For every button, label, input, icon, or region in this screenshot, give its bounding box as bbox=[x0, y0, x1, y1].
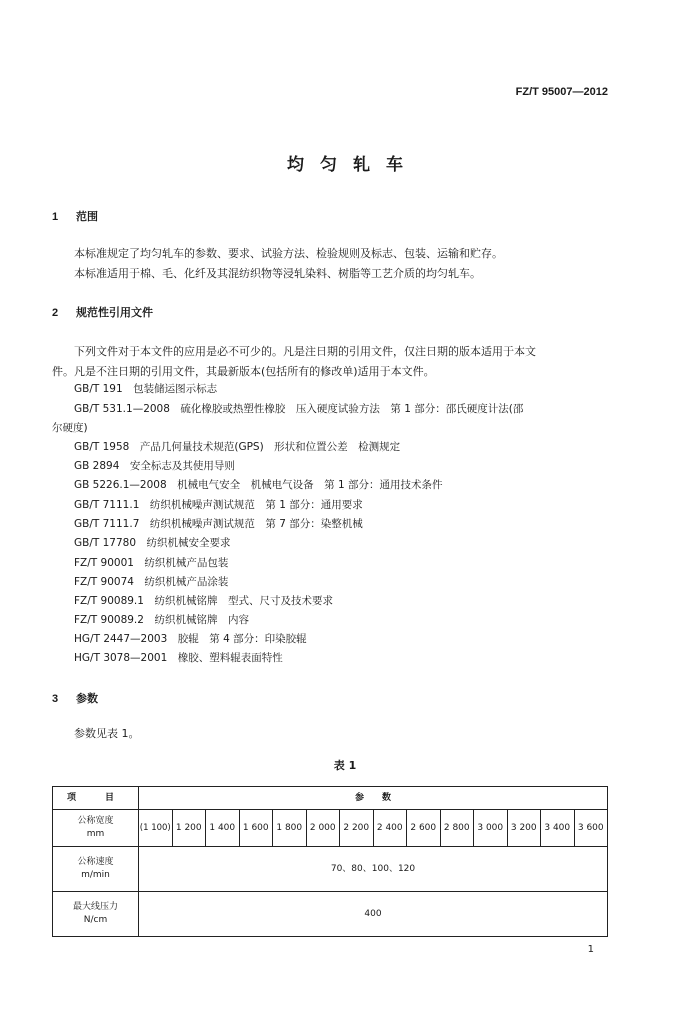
section-3-text: 参数见表 1。 bbox=[74, 727, 140, 740]
standard-code: FZ/T 95007—2012 bbox=[515, 86, 608, 98]
table-header-row bbox=[53, 787, 608, 810]
reference-item: HG/T 2447—2003 胶辊 第 4 部分：印染胶辊 bbox=[74, 633, 307, 645]
width-cell: 2 200 bbox=[340, 810, 374, 847]
header-item: 项 目 bbox=[53, 787, 139, 810]
section-number: 3 bbox=[52, 693, 59, 705]
section-title: 规范性引用文件 bbox=[76, 306, 153, 319]
table-row bbox=[53, 810, 608, 847]
speed-values: 70、80、100、120 bbox=[139, 847, 608, 892]
row-unit: m/min bbox=[81, 870, 110, 880]
reference-item: GB 2894 安全标志及其使用导则 bbox=[74, 460, 235, 472]
width-cell: 3 400 bbox=[541, 810, 575, 847]
section-1-body bbox=[52, 244, 612, 284]
width-cell: 2 000 bbox=[306, 810, 340, 847]
row-label-text: 公称速度 bbox=[77, 857, 114, 867]
reference-item: FZ/T 90089.2 纺织机械铭牌 内容 bbox=[74, 614, 249, 626]
parameters-table bbox=[52, 786, 608, 937]
width-cell: 3 600 bbox=[574, 810, 608, 847]
width-cell: (1 100) bbox=[139, 810, 173, 847]
row-label-text: 公称宽度 bbox=[77, 816, 114, 826]
document-title: 均匀轧车 bbox=[287, 155, 419, 175]
width-cell: 2 400 bbox=[373, 810, 407, 847]
reference-item: GB 5226.1—2008 机械电气安全 机械电气设备 第 1 部分：通用技术条件 bbox=[74, 479, 443, 491]
section-1-heading bbox=[52, 208, 98, 224]
reference-item: GB/T 191 包装储运图示标志 bbox=[74, 383, 218, 395]
section-3-heading bbox=[52, 690, 98, 706]
reference-item: FZ/T 90074 纺织机械产品涂装 bbox=[74, 576, 229, 588]
section-2-intro bbox=[52, 342, 622, 382]
section-title: 参数 bbox=[76, 692, 98, 705]
section-title: 范围 bbox=[76, 210, 98, 223]
width-cell: 2 800 bbox=[440, 810, 474, 847]
table-caption: 表 1 bbox=[333, 759, 357, 772]
row-label bbox=[53, 810, 139, 847]
table-row bbox=[53, 892, 608, 937]
row-label bbox=[53, 847, 139, 892]
paragraph: 本标准适用于棉、毛、化纤及其混纺织物等浸轧染料、树脂等工艺介质的均匀轧车。 bbox=[74, 267, 481, 280]
width-cell: 3 000 bbox=[474, 810, 508, 847]
row-label bbox=[53, 892, 139, 937]
section-2-heading bbox=[52, 304, 153, 320]
reference-item: FZ/T 90089.1 纺织机械铭牌 型式、尺寸及技术要求 bbox=[74, 595, 333, 607]
reference-item: GB/T 531.1—2008 硫化橡胶或热塑性橡胶 压入硬度试验方法 第 1 部分：邵氏硬度计法(邵 bbox=[74, 403, 524, 415]
reference-item: GB/T 1958 产品几何量技术规范(GPS) 形状和位置公差 检测规定 bbox=[74, 441, 401, 453]
intro-line: 下列文件对于本文件的应用是必不可少的。凡是注日期的引用文件，仅注日期的版本适用于本文 bbox=[74, 345, 536, 358]
reference-item: GB/T 7111.1 纺织机械噪声测试规范 第 1 部分：通用要求 bbox=[74, 499, 363, 511]
row-unit: N/cm bbox=[83, 915, 108, 925]
reference-item: GB/T 7111.7 纺织机械噪声测试规范 第 7 部分：染整机械 bbox=[74, 518, 363, 530]
section-number: 2 bbox=[52, 307, 59, 319]
section-number: 1 bbox=[52, 211, 59, 223]
table-row bbox=[53, 847, 608, 892]
width-cell: 1 400 bbox=[206, 810, 240, 847]
reference-item: HG/T 3078—2001 橡胶、塑料辊表面特性 bbox=[74, 652, 283, 664]
width-cell: 1 200 bbox=[172, 810, 206, 847]
row-label-text: 最大线压力 bbox=[72, 902, 118, 912]
intro-line: 件。凡是不注日期的引用文件，其最新版本(包括所有的修改单)适用于本文件。 bbox=[52, 365, 435, 378]
reference-item-continuation: 尔硬度) bbox=[52, 422, 88, 434]
page-number: 1 bbox=[587, 944, 594, 955]
width-cell: 2 600 bbox=[407, 810, 441, 847]
pressure-value: 400 bbox=[139, 892, 608, 937]
row-unit: mm bbox=[86, 829, 105, 839]
reference-item: FZ/T 90001 纺织机械产品包装 bbox=[74, 557, 229, 569]
width-cell: 1 800 bbox=[273, 810, 307, 847]
width-cell: 1 600 bbox=[239, 810, 273, 847]
width-cell: 3 200 bbox=[507, 810, 541, 847]
reference-item: GB/T 17780 纺织机械安全要求 bbox=[74, 537, 231, 549]
paragraph: 本标准规定了均匀轧车的参数、要求、试验方法、检验规则及标志、包装、运输和贮存。 bbox=[74, 247, 503, 260]
header-params: 参 数 bbox=[139, 787, 608, 810]
